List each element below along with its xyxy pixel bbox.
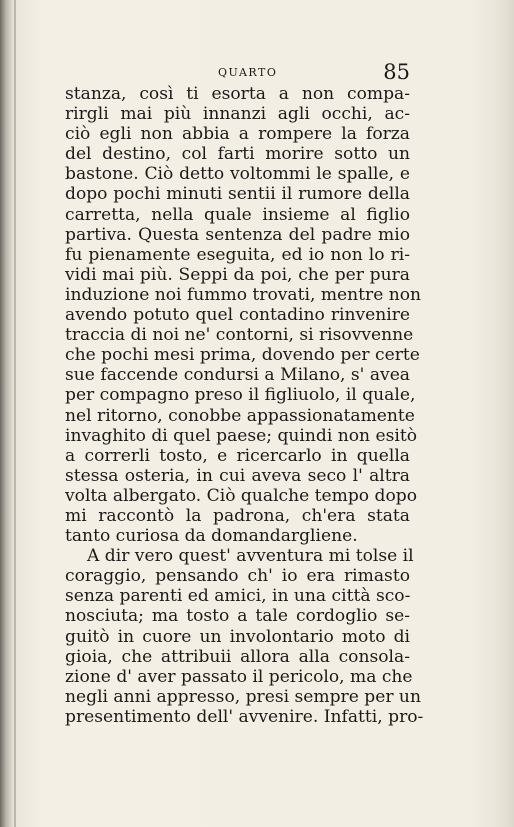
text-line: stanza, così ti esorta a non compa- [65,84,410,104]
text-line: per compagno preso il figliuolo, il quale, [65,385,416,406]
text-line: nel ritorno, conobbe appassionatamente [65,405,415,426]
text-line: del destino, col farti morire sotto un [65,144,410,165]
text-line: A dir vero quest' avventura mi tolse il [87,546,414,567]
text-line: invaghito di quel paese; quindi non esitò [65,425,418,446]
text-line: dopo pochi minuti sentii il rumore della [65,184,410,205]
paragraph [65,546,424,727]
text-line: negli anni appresso, presi sempre per un [65,686,421,707]
text-line: senza parenti ed amici, in una città sco- [65,586,411,607]
text-line: induzione noi fummo trovati, mentre non [65,284,422,305]
text-line: mi raccontò la padrona, ch'era stata [65,505,410,526]
paragraph [65,84,422,547]
text-line: guitò in cuore un involontario moto di [65,626,410,647]
text-line: traccia di noi ne' contorni, si risovvenne [65,325,414,346]
text-line: partiva. Questa sentenza del padre mio [65,224,410,245]
text-line: stessa osteria, in cui aveva seco l' altra [65,465,410,486]
page-gutter [14,0,16,827]
text-line: nosciuta; ma tosto a tale cordoglio se- [65,606,410,627]
text-line: sue faccende condursi a Milano, s' avea [65,365,410,386]
text-line: a correrli tosto, e ricercarlo in quella [65,445,410,466]
text-line: che pochi mesi prima, dovendo per certe [65,345,420,366]
text-line: coraggio, pensando ch' io era rimasto [65,566,410,587]
text-line: zione d' aver passato il pericolo, ma che [65,666,413,687]
text-line: ciò egli non abbia a rompere la forza [65,124,410,145]
text-line: bastone. Ciò detto voltommi le spalle, e [65,164,410,185]
text-line: rirgli mai più innanzi agli occhi, ac- [65,104,410,125]
text-line: carretta, nella quale insieme al figlio [65,204,410,225]
text-line: avendo potuto quel contadino rinvenire [65,305,410,326]
text-line: vidi mai più. Seppi da poi, che per pura [65,264,410,285]
text-line: volta albergato. Ciò qualche tempo dopo [65,485,417,506]
page-header [70,60,410,86]
text-line: fu pienamente eseguita, ed io non lo ri- [65,244,410,265]
text-line: gioia, che attribuii allora alla consola- [65,646,410,667]
body-text [65,84,424,727]
page-number: 85 [383,60,410,84]
text-line: presentimento dell' avvenire. Infatti, pro- [65,706,424,727]
running-head: QUARTO [218,66,278,79]
text-line: tanto curiosa da domandargliene. [65,526,358,547]
